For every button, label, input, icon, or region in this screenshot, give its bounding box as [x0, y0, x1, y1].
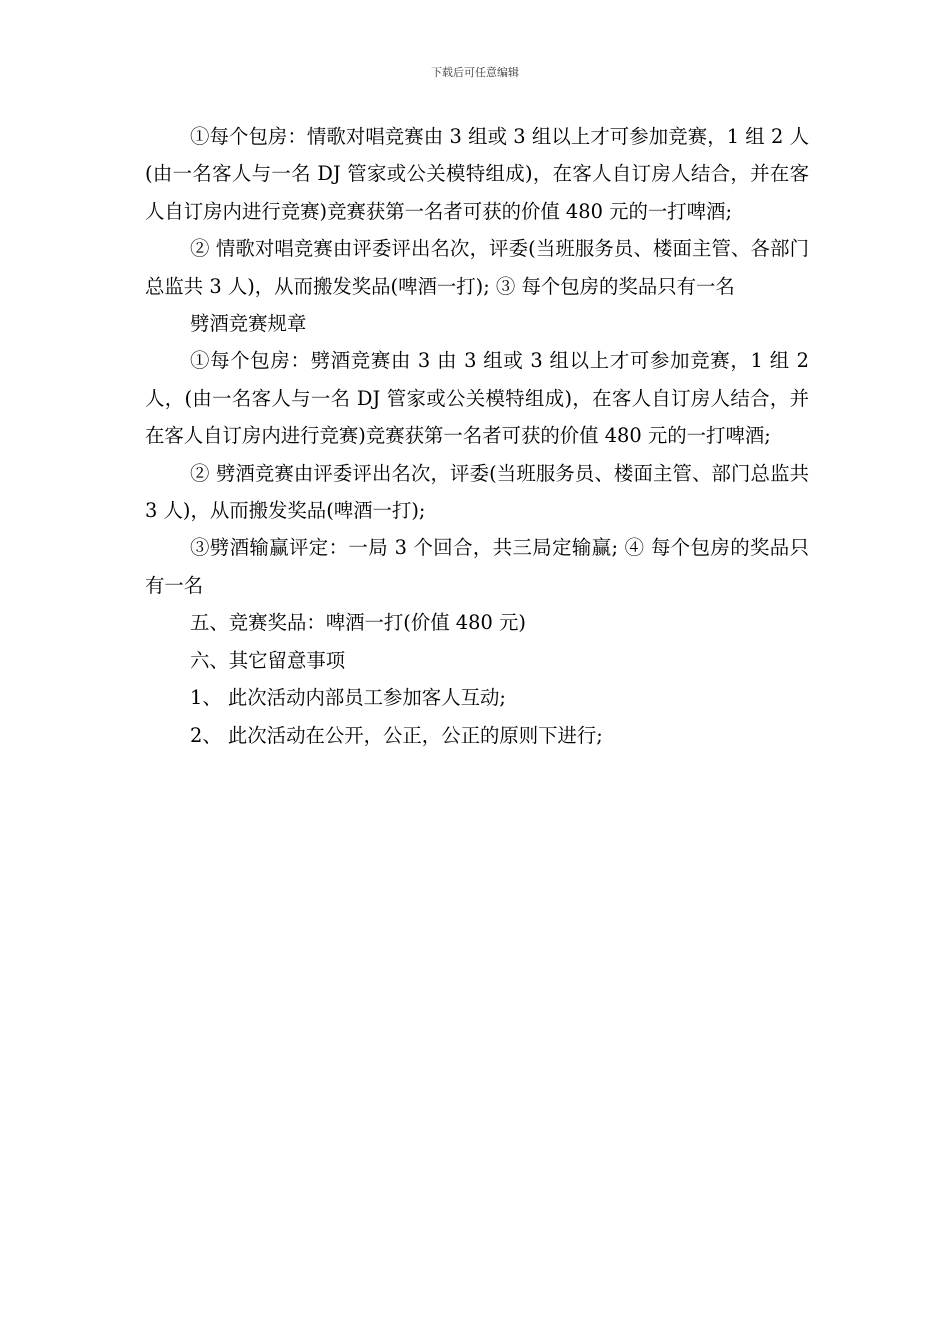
document-body [145, 118, 809, 754]
paragraph-note-2: 2、 此次活动在公开，公正，公正的原则下进行; [190, 723, 603, 747]
paragraph-note-1: 1、 此次活动内部员工参加客人互动; [190, 686, 506, 710]
page-header-note: 下载后可任意编辑 [431, 66, 519, 79]
paragraph-drinking-rule-3: ③劈酒输赢评定：一局 3 个回合，共三局定输赢; ④ 每个包房的奖品只有一名 [145, 536, 809, 597]
paragraph-drinking-rule-2: ② 劈酒竞赛由评委评出名次，评委(当班服务员、楼面主管、部门总监共 3 人)，从而搬发奖品(啤酒一打); [145, 461, 809, 523]
paragraph-section-five-prize: 五、竞赛奖品：啤酒一打(价值 480 元) [190, 611, 526, 635]
paragraph-drinking-rules-heading: 劈酒竞赛规章 [190, 312, 307, 336]
paragraph-song-rule-2: ② 情歌对唱竞赛由评委评出名次，评委(当班服务员、楼面主管、各部门总监共 3 人)，从而搬发奖品(啤酒一打); ③ 每个包房的奖品只有一名 [145, 237, 809, 298]
paragraph-song-rule-1: ①每个包房：情歌对唱竞赛由 3 组或 3 组以上才可参加竞赛，1 组 2 人(由一名客人与一名 DJ 管家或公关模特组成)，在客人自订房人结合，并在客人自订房内进行竞赛)竞赛获第一名者可获的价值 480 元的一打啤酒; [145, 125, 809, 223]
paragraph-drinking-rule-1: ①每个包房：劈酒竞赛由 3 由 3 组或 3 组以上才可参加竞赛，1 组 2 人，(由一名客人与一名 DJ 管家或公关模特组成)，在客人自订房人结合，并在客人自订房内进行竞赛)竞赛获第一名者可获的价值 480 元的一打啤酒; [145, 349, 809, 448]
paragraph-section-six-heading: 六、其它留意事项 [190, 648, 346, 672]
